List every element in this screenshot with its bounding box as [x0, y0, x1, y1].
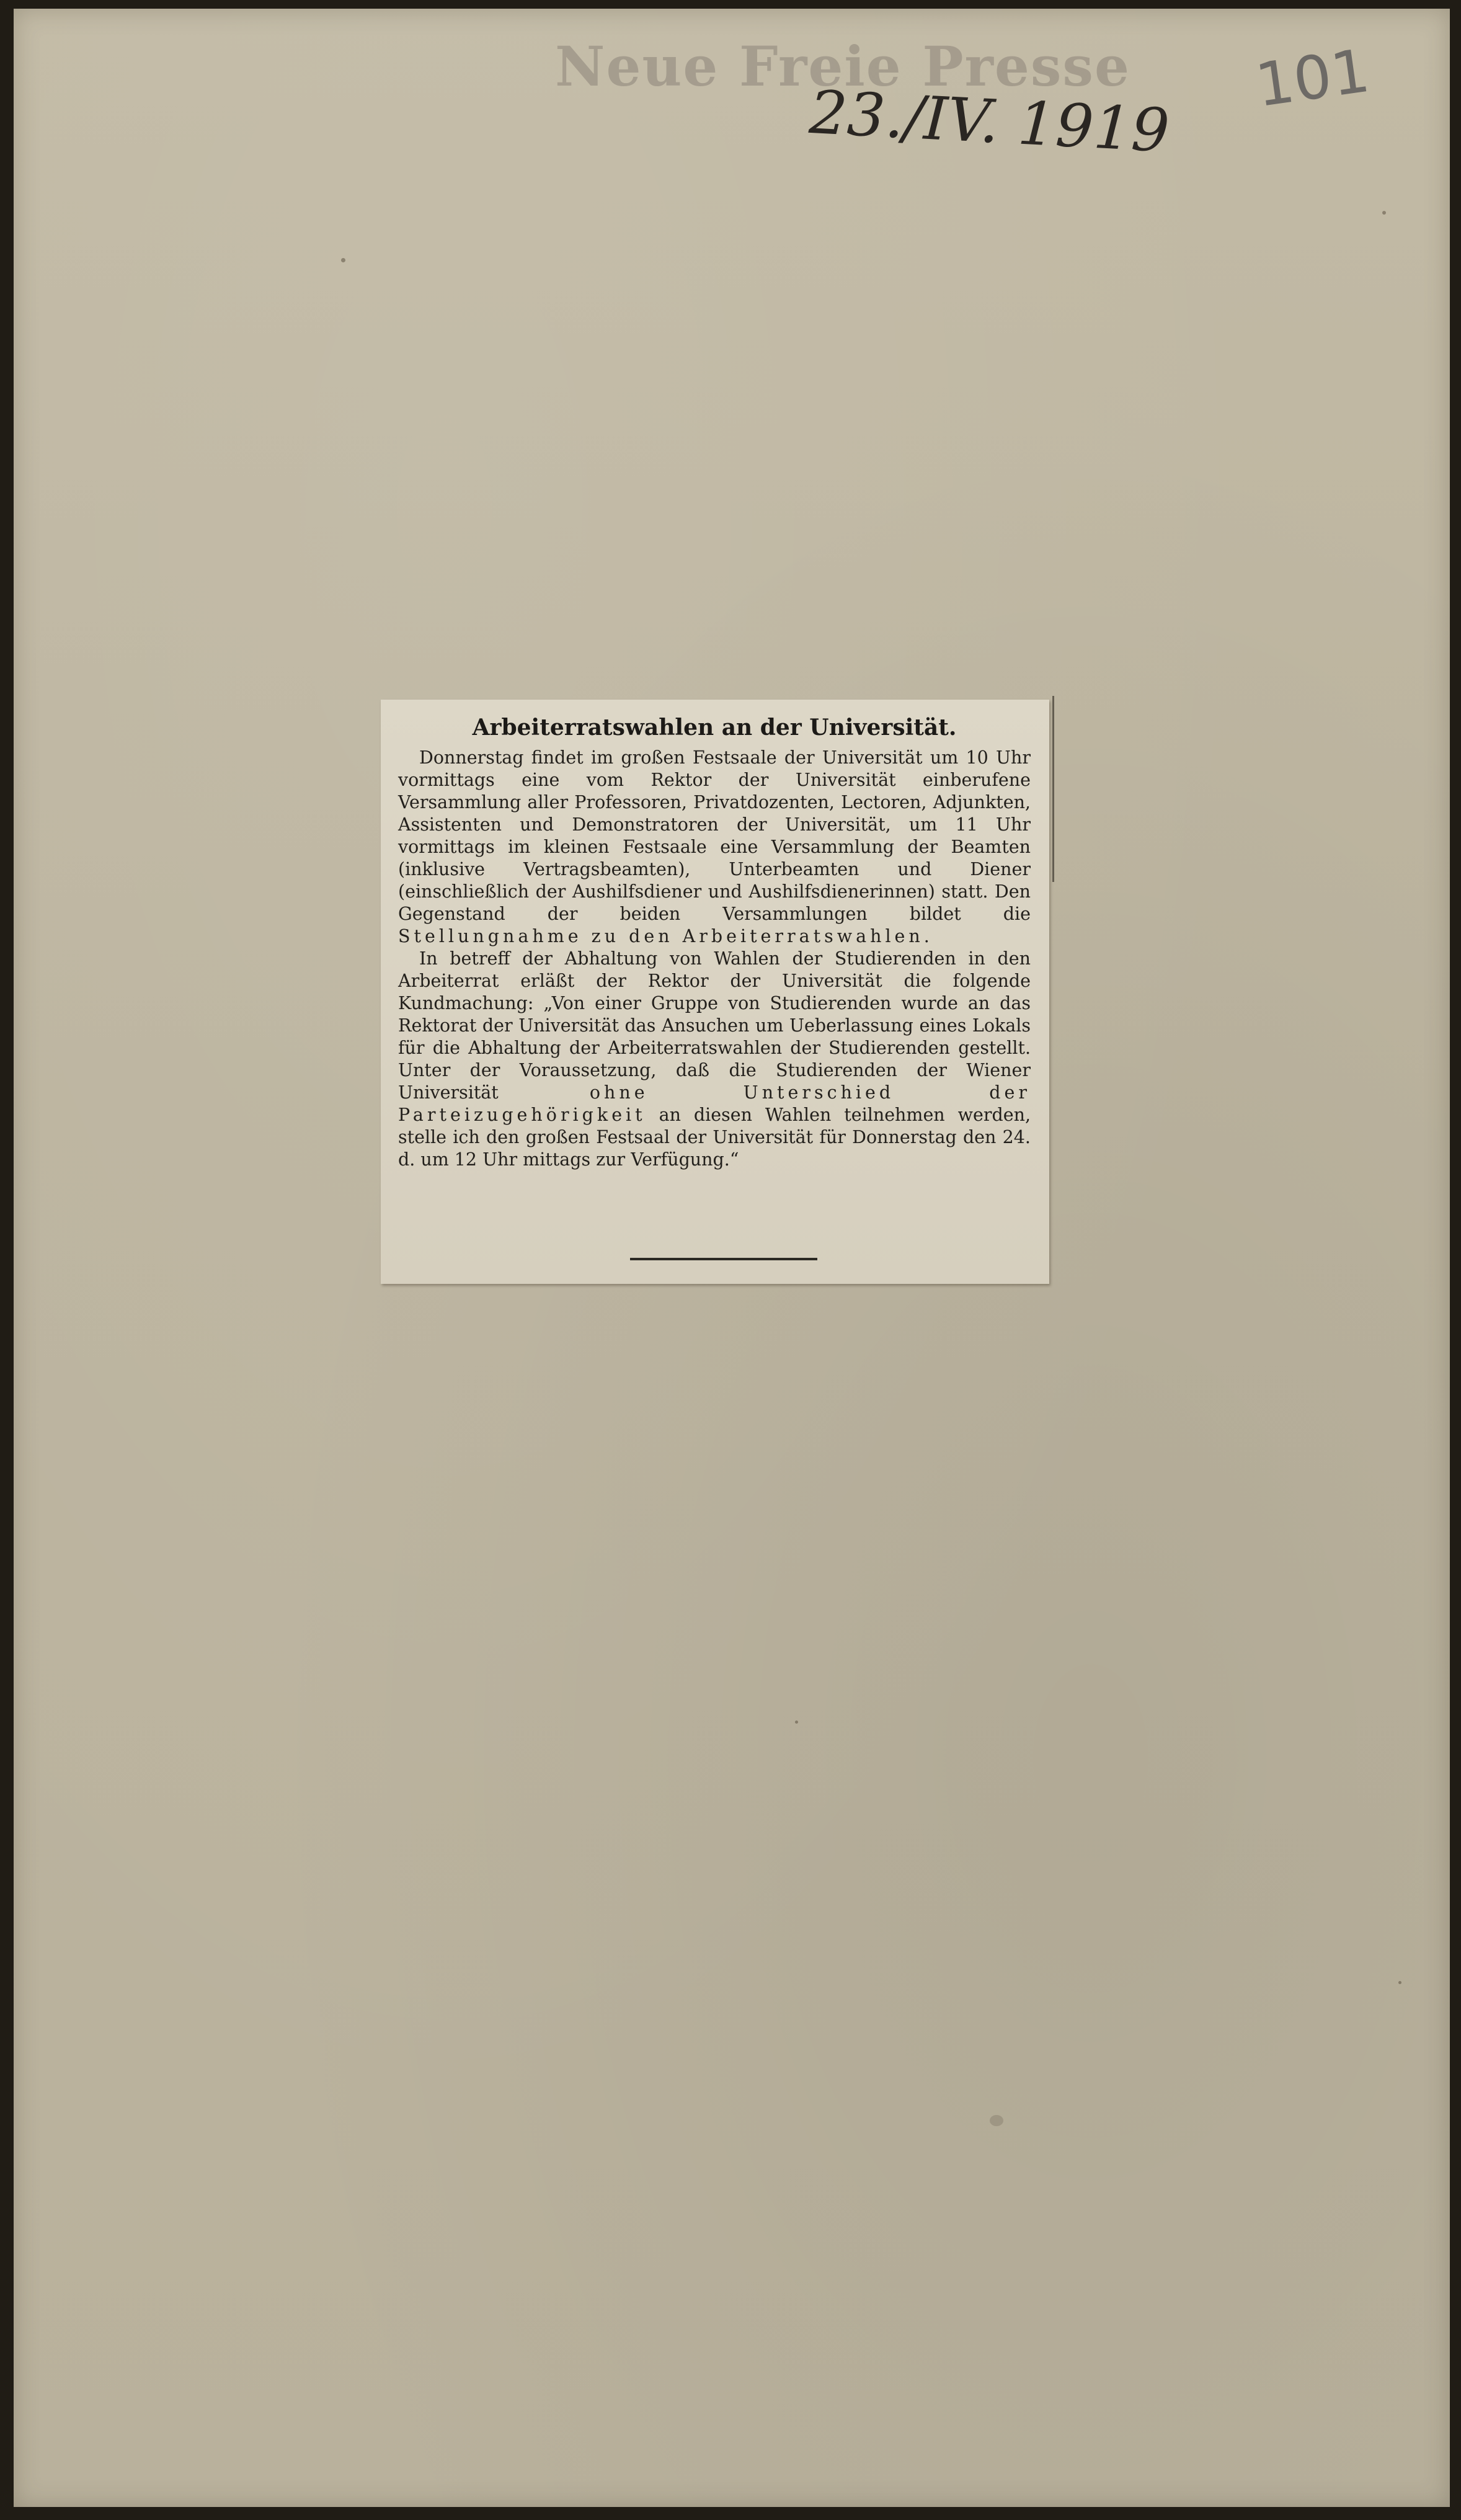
paper-speck	[1382, 211, 1386, 215]
paragraph-2-text: In betreff der Abhaltung von Wahlen der Studierenden in den Arbeiterrat erläßt der Rektor der Universität die folgende Kundmachung: „Von einer Gruppe von Studierenden wurde an das Rektorat der Universität das Ansuchen um Ueberlassung eines Lokals für die Abhaltung der Arbeiterratswahlen der Studierenden gestellt. Unter der Voraussetzung, daß die Studierenden der Wiener Universität	[398, 948, 1031, 1103]
newspaper-clipping	[381, 700, 1049, 1284]
paragraph-2-text-end: an diesen Wahlen teilnehmen werden, stelle ich den großen Festsaal der Universität für Donnerstag den 24. d. um 12 Uhr mittags zur Verfügung.“	[398, 1105, 1031, 1170]
paragraph-1-spaced-text: Stellungnahme zu den Arbeiterratswahlen.	[398, 926, 933, 946]
paper-speck	[341, 258, 345, 262]
clipping-paragraph-1	[398, 747, 1031, 948]
folio-number: 101	[1251, 35, 1374, 121]
article-end-rule	[630, 1258, 817, 1260]
clipping-edge-shadow	[1052, 696, 1054, 882]
clipping-paragraph-2	[398, 948, 1031, 1171]
paper-speck	[990, 2115, 1003, 2126]
newspaper-stamp: Neue Freie Presse	[555, 34, 1130, 99]
paragraph-1-text: Donnerstag findet im großen Festsaale der Universität um 10 Uhr vormittags eine vom Rektor der Universität einberufene Versammlung aller Professoren, Privatdozenten, Lectoren, Adjunkten, Assistenten und Demonstratoren der Universität, um 11 Uhr vormittags im kleinen Festsaale eine Versammlung der Beamten (inklusive Vertragsbeamten), Unterbeamten und Diener (einschließlich der Aushilfsdiener und Aushilfsdienerinnen) statt. Den Gegenstand der beiden Versammlungen bildet die	[398, 747, 1031, 924]
paper-speck	[795, 1721, 798, 1724]
handwritten-date: 23./IV. 1919	[807, 77, 1171, 166]
paragraph-2-spaced-text: ohne Unterschied der Parteizugehörigkeit	[398, 1082, 1031, 1125]
paper-speck	[1398, 1981, 1401, 1984]
clipping-title: Arbeiterratswahlen an der Universität.	[472, 715, 957, 741]
clipping-body	[398, 747, 1031, 1171]
